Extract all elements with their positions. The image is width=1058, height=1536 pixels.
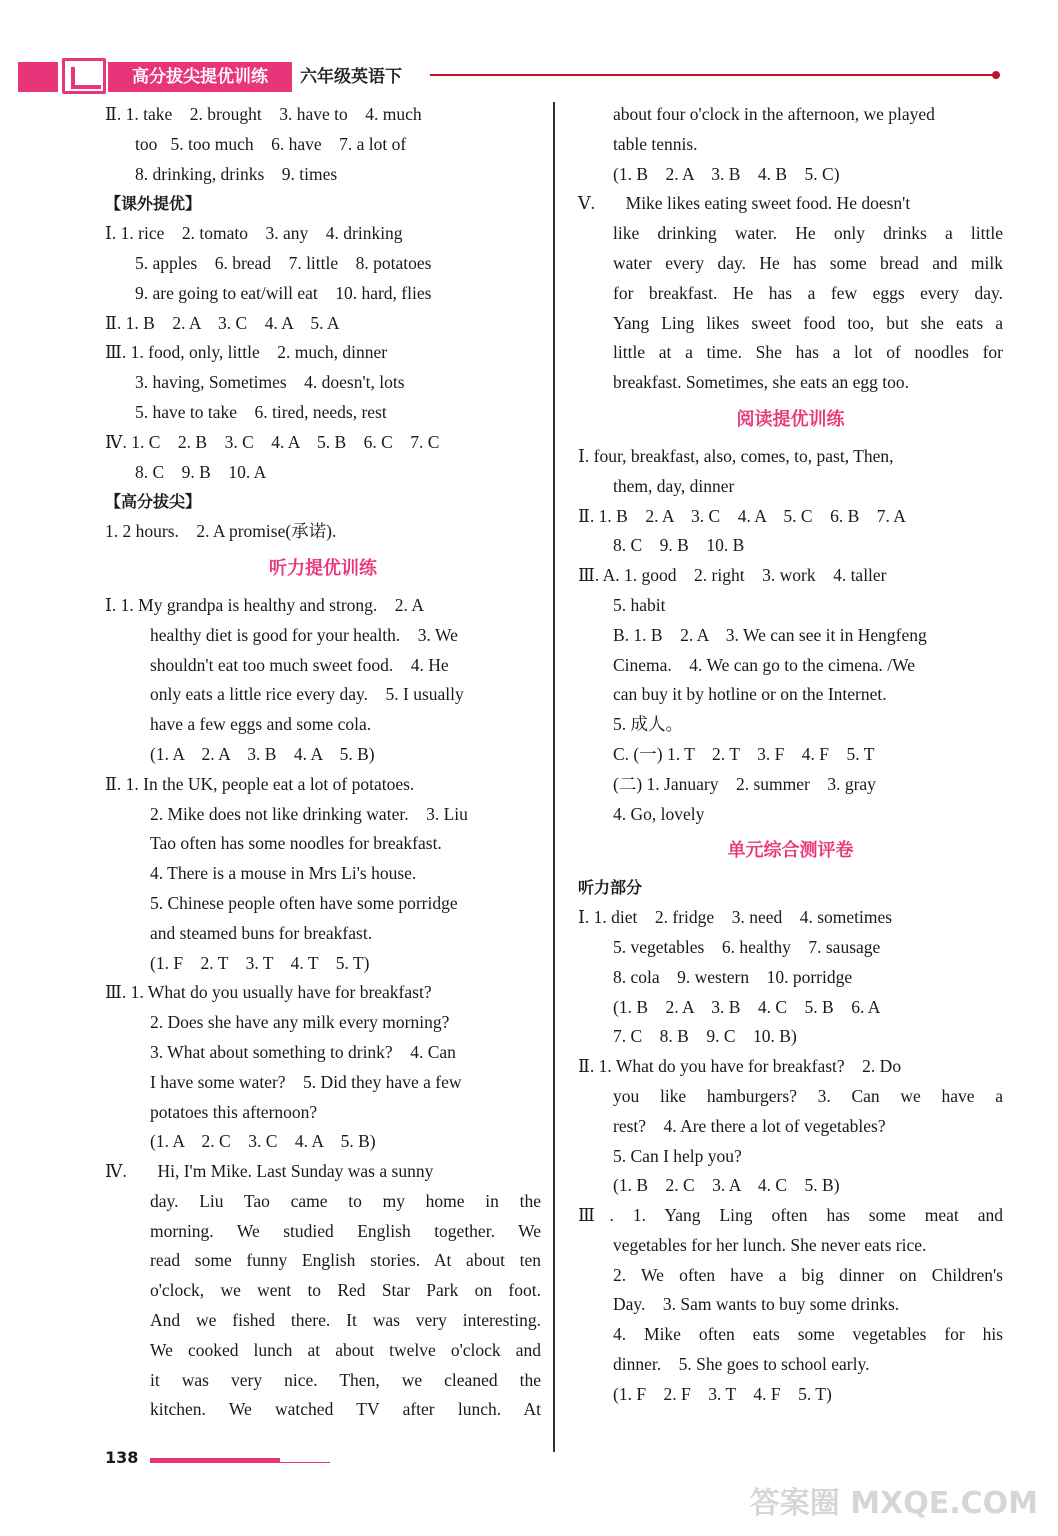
answer-line: and steamed buns for breakfast. bbox=[150, 922, 373, 943]
header-rule bbox=[430, 74, 996, 76]
footer-rule bbox=[150, 1462, 330, 1463]
answer-line: (1. A 2. C 3. C 4. A 5. B) bbox=[150, 1131, 376, 1152]
answer-line: 5. apples 6. bread 7. little 8. potatoes bbox=[135, 252, 432, 273]
answer-line: it was very nice. Then, we cleaned the bbox=[150, 1369, 541, 1390]
answer-line: 3. having, Sometimes 4. doesn't, lots bbox=[135, 372, 405, 393]
answer-line: (1. F 2. T 3. T 4. T 5. T) bbox=[150, 952, 370, 973]
answer-line: (1. A 2. A 3. B 4. A 5. B) bbox=[150, 743, 375, 764]
section-heading: 听力部分 bbox=[578, 878, 643, 898]
answer-line: (1. F 2. F 3. T 4. F 5. T) bbox=[613, 1383, 832, 1404]
answer-line: 4. There is a mouse in Mrs Li's house. bbox=[150, 863, 417, 884]
answer-line: 5. vegetables 6. healthy 7. sausage bbox=[613, 936, 881, 957]
answer-line: Ⅲ. A. 1. good 2. right 3. work 4. taller bbox=[578, 565, 887, 586]
right-column bbox=[578, 100, 1003, 1410]
answer-line: (1. B 2. A 3. B 4. C 5. B 6. A bbox=[613, 996, 881, 1017]
answer-line: 4. Mike often eats some vegetables for his bbox=[613, 1324, 1003, 1345]
column-divider bbox=[553, 102, 555, 1452]
answer-line: And we fished there. It was very interesting. bbox=[150, 1310, 541, 1331]
answer-line: C. (一) 1. T 2. T 3. F 4. F 5. T bbox=[613, 743, 875, 764]
answer-line: shouldn't eat too much sweet food. 4. He bbox=[150, 654, 449, 675]
answer-line: 5. have to take 6. tired, needs, rest bbox=[135, 401, 387, 422]
answer-line: We cooked lunch at about twelve o'clock and bbox=[150, 1339, 541, 1360]
answer-line: Ⅱ. 1. B 2. A 3. C 4. A 5. A bbox=[105, 312, 340, 333]
answer-line: 5. Chinese people often have some porridge bbox=[150, 892, 458, 913]
answer-line: Ⅰ. 1. diet 2. fridge 3. need 4. sometimes bbox=[578, 907, 893, 928]
answer-line: day. Liu Tao came to my home in the bbox=[150, 1190, 541, 1211]
answer-line: water every day. He has some bread and milk bbox=[613, 252, 1003, 273]
answer-line: 5. habit bbox=[613, 594, 666, 615]
answer-line: Ⅱ. 1. What do you have for breakfast? 2. Do bbox=[578, 1056, 902, 1077]
answer-line: kitchen. We watched TV after lunch. At bbox=[150, 1399, 541, 1420]
answer-line: 3. What about something to drink? 4. Can bbox=[150, 1041, 456, 1062]
answer-line: 8. C 9. B 10. B bbox=[613, 535, 745, 556]
answer-line: about four o'clock in the afternoon, we played bbox=[613, 104, 935, 124]
answer-line: breakfast. Sometimes, she eats an egg too. bbox=[613, 372, 909, 393]
section-heading: 【课外提优】 bbox=[105, 194, 202, 214]
answer-line: table tennis. bbox=[613, 133, 698, 154]
answer-line: Ⅰ. 1. My grandpa is healthy and strong. 2. A bbox=[105, 594, 424, 615]
section-title: 阅读提优训练 bbox=[736, 408, 845, 430]
answer-line: Ⅲ. 1. food, only, little 2. much, dinner bbox=[105, 342, 388, 363]
answer-line: Ⅲ. 1. What do you usually have for breakfast? bbox=[105, 982, 432, 1003]
answer-line: morning. We studied English together. We bbox=[150, 1220, 541, 1241]
watermark: 答案圈 MXQE.COM bbox=[749, 1486, 1038, 1521]
answer-line: have a few eggs and some cola. bbox=[150, 714, 372, 735]
answer-line: o'clock, we went to Red Star Park on foot. bbox=[150, 1280, 541, 1301]
answer-line: 5. Can I help you? bbox=[613, 1145, 742, 1166]
answer-line: (1. B 2. C 3. A 4. C 5. B) bbox=[613, 1175, 840, 1196]
answer-line: rest? 4. Are there a lot of vegetables? bbox=[613, 1115, 886, 1136]
answer-line: 2. We often have a big dinner on Children's bbox=[613, 1264, 1003, 1285]
answer-line: 8. C 9. B 10. A bbox=[135, 461, 267, 482]
answer-line: 9. are going to eat/will eat 10. hard, flies bbox=[135, 282, 432, 303]
answer-line: read some funny English stories. At about ten bbox=[150, 1250, 541, 1271]
section-heading: 【高分拔尖】 bbox=[105, 492, 202, 512]
answer-line: 7. C 8. B 9. C 10. B) bbox=[613, 1026, 797, 1047]
series-title: 高分拔尖提优训练 bbox=[108, 62, 292, 92]
section-title: 单元综合测评卷 bbox=[727, 840, 854, 862]
page-header bbox=[0, 56, 1058, 100]
answer-line: dinner. 5. She goes to school early. bbox=[613, 1354, 870, 1375]
answer-line: Day. 3. Sam wants to buy some drinks. bbox=[613, 1294, 900, 1315]
book-logo-icon bbox=[62, 58, 106, 94]
answer-line: Tao often has some noodles for breakfast. bbox=[150, 833, 442, 854]
page-number: 138 bbox=[105, 1448, 139, 1467]
answer-line: Ⅲ. 1. Yang Ling often has some meat and bbox=[578, 1205, 1003, 1226]
answer-line: (1. B 2. A 3. B 4. B 5. C) bbox=[613, 163, 840, 184]
answer-line: Ⅱ. 1. In the UK, people eat a lot of potatoes. bbox=[105, 773, 415, 794]
left-column bbox=[105, 100, 541, 1425]
answer-line: Ⅱ. 1. B 2. A 3. C 4. A 5. C 6. B 7. A bbox=[578, 505, 906, 526]
answer-line: Ⅱ. 1. take 2. brought 3. have to 4. much bbox=[105, 104, 422, 124]
answer-line: 8. drinking, drinks 9. times bbox=[135, 163, 338, 184]
header-accent-block bbox=[18, 62, 58, 92]
answer-line: 5. 成人。 bbox=[613, 714, 683, 735]
answer-line: Ⅰ. four, breakfast, also, comes, to, past, Then, bbox=[578, 445, 894, 466]
answer-line: Ⅴ. Mike likes eating sweet food. He doesn't bbox=[578, 193, 911, 214]
answer-line: healthy diet is good for your health. 3. We bbox=[150, 624, 458, 645]
answer-line: too 5. too much 6. have 7. a lot of bbox=[135, 133, 407, 154]
grade-label: 六年级英语下 bbox=[300, 67, 402, 87]
answer-line: Ⅳ. 1. C 2. B 3. C 4. A 5. B 6. C 7. C bbox=[105, 431, 440, 452]
answer-line: 2. Mike does not like drinking water. 3. Liu bbox=[150, 803, 468, 824]
answer-line: I have some water? 5. Did they have a few bbox=[150, 1071, 462, 1092]
answer-line: Cinema. 4. We can go to the cimena. /We bbox=[613, 654, 916, 675]
answer-line: Ⅰ. 1. rice 2. tomato 3. any 4. drinking bbox=[105, 223, 403, 244]
answer-line: (二) 1. January 2. summer 3. gray bbox=[613, 773, 876, 794]
answer-line: little at a time. She has a lot of noodles for bbox=[613, 342, 1003, 363]
header-dot bbox=[992, 71, 1000, 79]
answer-line: potatoes this afternoon? bbox=[150, 1101, 318, 1122]
section-title: 听力提优训练 bbox=[269, 557, 377, 579]
answer-line: 2. Does she have any milk every morning? bbox=[150, 1012, 450, 1033]
answer-line: them, day, dinner bbox=[613, 475, 735, 496]
answer-line: 4. Go, lovely bbox=[613, 803, 705, 824]
answer-line: Yang Ling likes sweet food too, but she eats a bbox=[613, 312, 1003, 333]
answer-line: Ⅳ. Hi, I'm Mike. Last Sunday was a sunny bbox=[105, 1161, 434, 1182]
answer-line: 1. 2 hours. 2. A promise(承诺). bbox=[105, 521, 337, 542]
answer-line: vegetables for her lunch. She never eats rice. bbox=[613, 1234, 927, 1255]
answer-line: only eats a little rice every day. 5. I usually bbox=[150, 684, 464, 705]
answer-line: you like hamburgers? 3. Can we have a bbox=[613, 1085, 1003, 1106]
answer-line: 8. cola 9. western 10. porridge bbox=[613, 966, 853, 987]
answer-line: B. 1. B 2. A 3. We can see it in Hengfeng bbox=[613, 624, 927, 645]
answer-line: can buy it by hotline or on the Internet. bbox=[613, 684, 887, 705]
answer-line: for breakfast. He has a few eggs every day. bbox=[613, 282, 1003, 303]
answer-line: like drinking water. He only drinks a little bbox=[613, 223, 1003, 244]
